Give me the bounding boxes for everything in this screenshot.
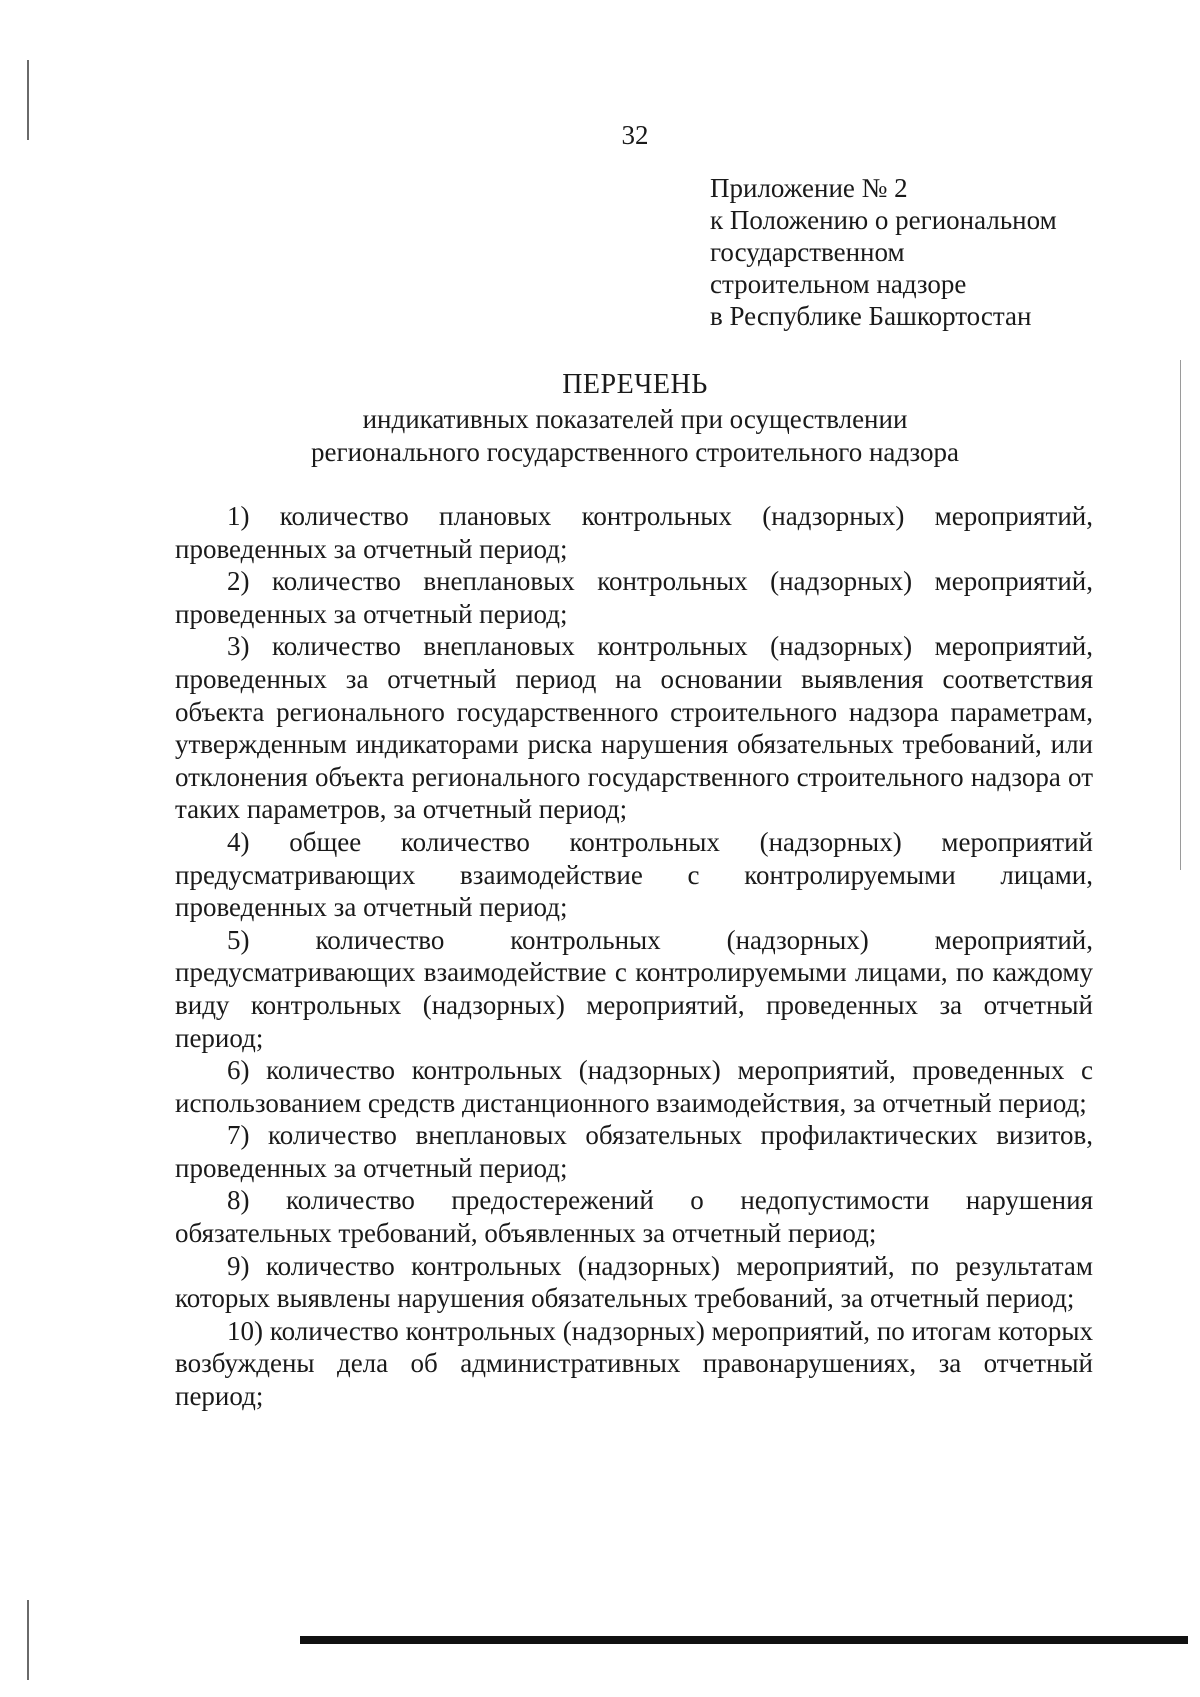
list-item: 6) количество контрольных (надзорных) мероприятий, проведенных с использованием средств дистанционного взаимодействия, за отчетный период; (175, 1055, 1093, 1118)
scan-bottom-bar (300, 1636, 1188, 1644)
appendix-line: в Республике Башкортостан (710, 301, 1032, 331)
list-item: 10) количество контрольных (надзорных) мероприятий, по итогам которых возбуждены дела об административных правонарушениях, за отчетный период; (175, 1315, 1093, 1412)
list-item: 1) количество плановых контрольных (надзорных) мероприятий, проведенных за отчетный период; (175, 501, 1093, 564)
list-item: 7) количество внеплановых обязательных профилактических визитов, проведенных за отчетный период; (175, 1120, 1093, 1183)
appendix-line: строительном надзоре (710, 269, 967, 299)
appendix-reference (710, 172, 1057, 332)
list-item: 9) количество контрольных (надзорных) мероприятий, по результатам которых выявлены нарушения обязательных требований, за отчетный период; (175, 1250, 1093, 1314)
document-subtitle: индикативных показателей при осуществлении (362, 404, 908, 434)
document-title-block (0, 368, 1200, 469)
document-subtitle: регионального государственного строительного надзора (311, 437, 959, 467)
indicator-list (175, 500, 1093, 1413)
list-item: 4) общее количество контрольных (надзорных) мероприятий предусматривающих взаимодействие с контролируемыми лицами, проведенных за отчетный период; (175, 826, 1093, 923)
list-item: 3) количество внеплановых контрольных (надзорных) мероприятий, проведенных за отчетный период на основании выявления соответствия объекта регионального государственного строительного надзора параметрам, утвержденным индикаторами риска нарушения обязательных требований, или отклонения объекта регионального государственного строительного надзора от таких параметров, за отчетный период; (175, 631, 1093, 825)
page-number: 32 (621, 120, 649, 150)
document-title: ПЕРЕЧЕНЬ (562, 369, 708, 400)
appendix-line: Приложение № 2 (710, 173, 908, 203)
list-item: 2) количество внеплановых контрольных (надзорных) мероприятий, проведенных за отчетный период; (175, 566, 1093, 629)
list-item: 5) количество контрольных (надзорных) мероприятий, предусматривающих взаимодействие с контролируемыми лицами, по каждому виду контрольных (надзорных) мероприятий, проведенных за отчетный период; (175, 924, 1093, 1053)
appendix-line: к Положению о региональном (710, 205, 1057, 235)
scan-edge-mark (27, 1600, 29, 1680)
appendix-line: государственном (710, 237, 905, 267)
list-item: 8) количество предостережений о недопустимости нарушения обязательных требований, объявленных за отчетный период; (175, 1185, 1093, 1249)
